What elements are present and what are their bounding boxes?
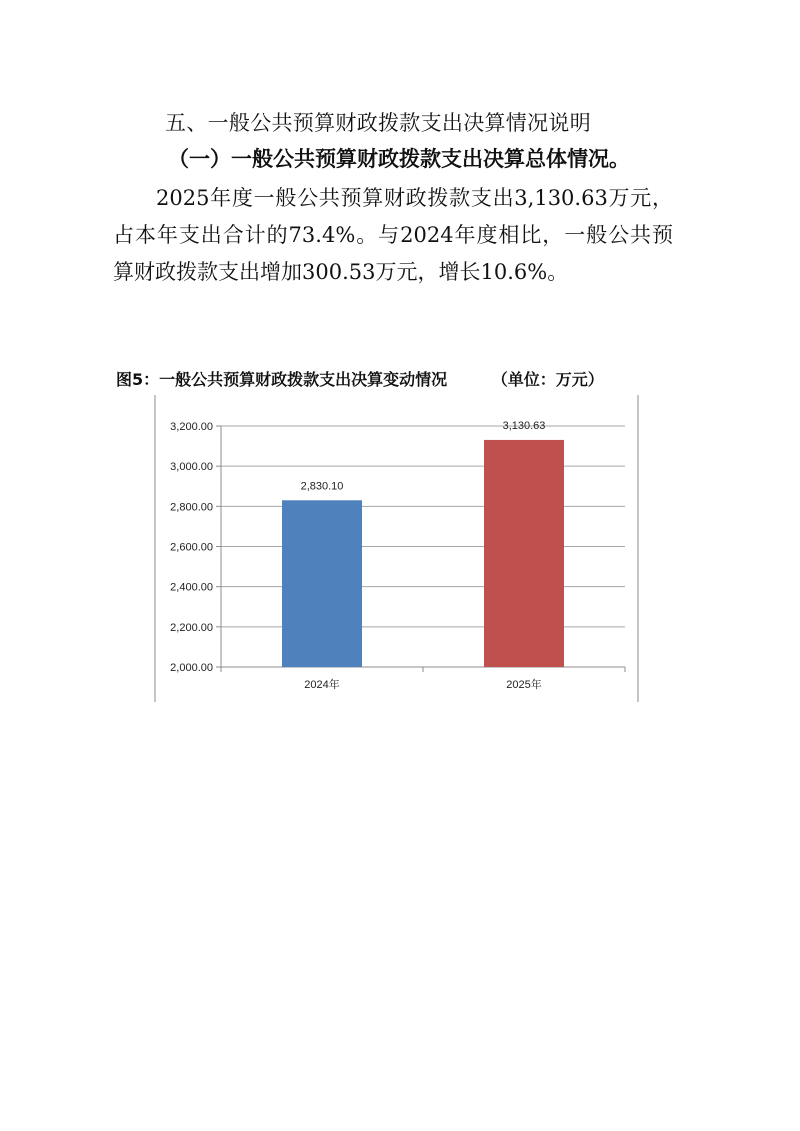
y-tick-label: 2,200.00 (170, 621, 213, 634)
subsection-heading: （一）一般公共预算财政拨款支出决算总体情况。 (168, 147, 630, 171)
data-label: 2,830.10 (300, 480, 344, 493)
y-tick-label: 2,400.00 (170, 581, 213, 594)
bar-2024年 (282, 500, 362, 667)
y-tick-label: 3,200.00 (170, 421, 213, 433)
y-tick-label: 2,800.00 (170, 501, 213, 514)
x-category-label: 2025年 (506, 679, 542, 691)
summary-paragraph: 2025年度一般公共预算财政拨款支出3,130.63万元，占本年支出合计的73.4%。与2024年度相比，一般公共预算财政拨款支出增加300.53万元，增长10.6%。 (113, 186, 673, 284)
y-tick-label: 3,000.00 (170, 461, 213, 474)
bar-2025年 (484, 440, 564, 667)
x-category-label: 2024年 (304, 679, 340, 691)
section-heading: 五、一般公共预算财政拨款支出决算情况说明 (165, 111, 591, 135)
y-tick-label: 2,600.00 (170, 541, 213, 554)
chart-title-text: 图5：一般公共预算财政拨款支出决算变动情况 (116, 370, 448, 389)
y-tick-label: 2,000.00 (170, 662, 213, 674)
data-label: 3,130.63 (502, 419, 546, 432)
chart-unit: （单位：万元） (491, 370, 604, 389)
